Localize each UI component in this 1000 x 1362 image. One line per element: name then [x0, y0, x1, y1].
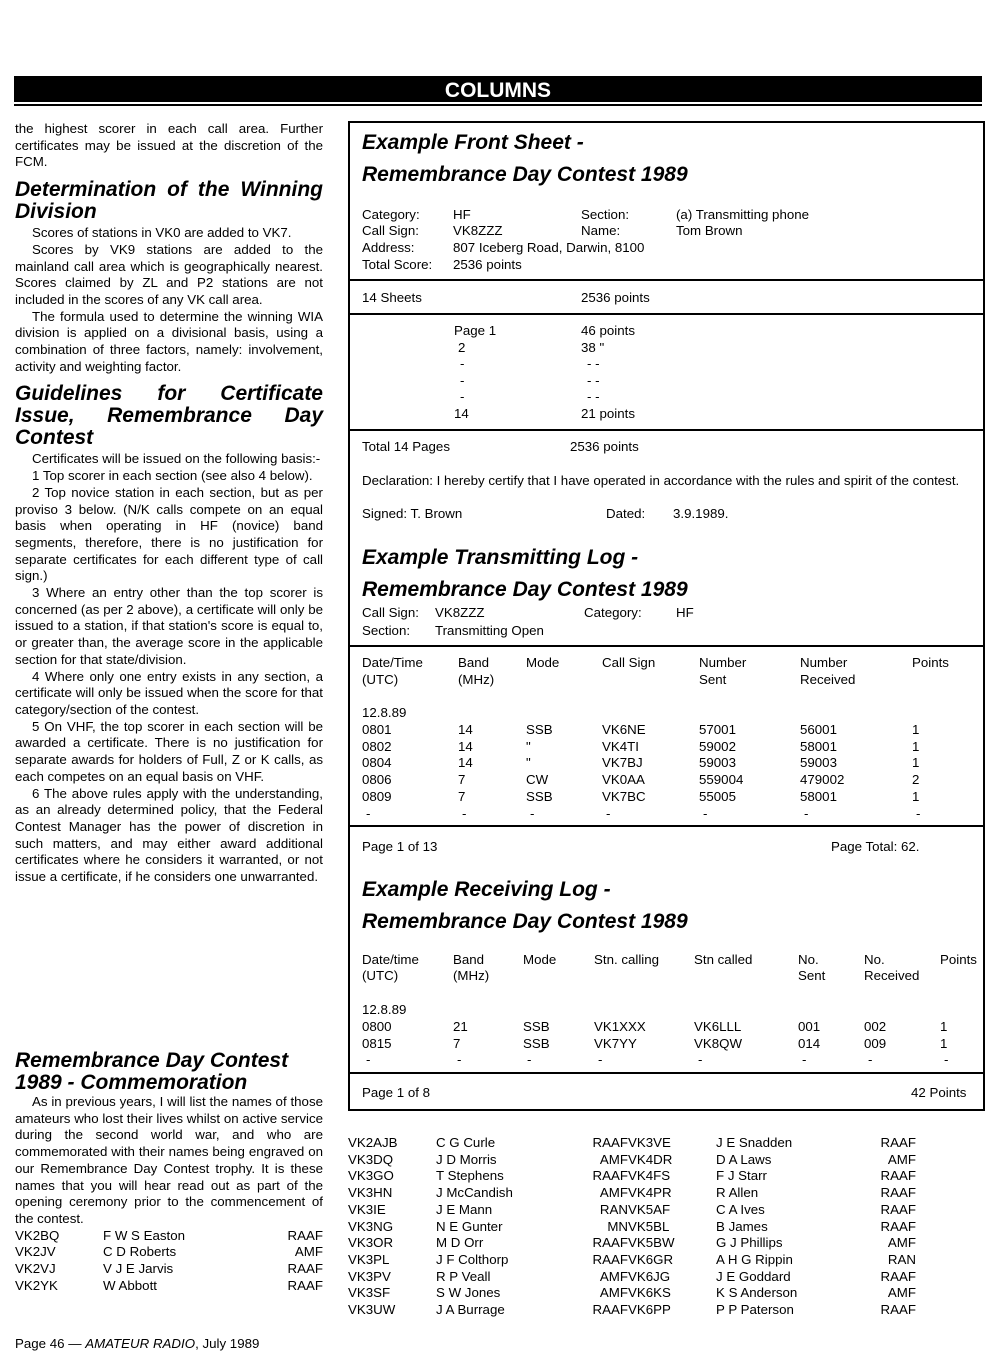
person-name: V J E Jarvis [103, 1261, 174, 1277]
table-cell: 7 [458, 788, 466, 804]
table-cell: VK7BJ [602, 755, 643, 771]
table-cell: 1 [912, 755, 920, 771]
person-name: R P Veall [436, 1268, 491, 1284]
paragraph: 3 Where an entry other than the top scorer is concerned (as per 2 above), a certificate will only be issued to a station, if that station's score is equal to, or greater than, the average score in the applicable section for that state/division. [15, 585, 323, 667]
paragraph: Scores of stations in VK0 are added to VK7. [32, 225, 292, 241]
table-cell: 2 [912, 772, 920, 788]
date-value: 3.9.1989. [673, 506, 729, 521]
total-points: 2536 points [570, 439, 639, 454]
table-cell: 14 [458, 738, 473, 754]
person-name: J F Colthorp [436, 1251, 509, 1267]
service: AMF [599, 1185, 628, 1201]
callsign: VK2YK [15, 1277, 58, 1293]
rx-page-total: 42 Points [911, 1085, 967, 1100]
table-cell: " [526, 755, 531, 771]
page-num: 14 [454, 406, 469, 421]
table-cell: - [698, 1052, 703, 1068]
table-cell: 59002 [699, 738, 736, 754]
person-name: T Stephens [436, 1168, 504, 1184]
service: AMF [887, 1151, 916, 1167]
table-cell: - [802, 1052, 807, 1068]
service: RAAF [880, 1218, 916, 1234]
service: RAAF [592, 1135, 628, 1150]
table-cell: 1 [912, 738, 920, 754]
person-name: F J Starr [716, 1168, 767, 1184]
page-num: - [460, 389, 465, 404]
label: Category: [584, 605, 642, 620]
declaration: Declaration: I hereby certify that I have operated in accordance with the rules and spirit of the contest. [362, 473, 960, 488]
tx-page: Page 1 of 13 [362, 839, 438, 854]
column-header: Band [458, 655, 490, 670]
service: RAN [887, 1251, 916, 1267]
divider [350, 279, 983, 281]
service: RAAF [287, 1261, 323, 1277]
column-header: Stn. calling [594, 952, 660, 967]
paragraph: Scores by VK9 stations are added to the mainland call area which is geographically nearest. Scores claimed by ZL and P2 stations are not included in the scores of any VK call area. [15, 241, 323, 307]
table-cell: " [526, 738, 531, 754]
examples-box [348, 121, 985, 1111]
paragraph: the highest scorer in each call area. Further certificates may be issued at the discretion of the FCM. [15, 121, 323, 170]
table-cell: VK4TI [602, 738, 639, 754]
table-cell: 7 [458, 772, 466, 788]
column-header: (UTC) [362, 968, 399, 983]
left-column [15, 121, 323, 886]
person-name: R Allen [716, 1185, 759, 1201]
table-cell: - [366, 1052, 371, 1068]
total-pages: Total 14 Pages [362, 439, 450, 454]
tx-log-title: Example Transmitting Log - [362, 546, 639, 569]
service: RAAF [592, 1168, 628, 1184]
person-name: M D Orr [436, 1235, 484, 1251]
page-points: 21 points [581, 406, 635, 421]
value: HF [676, 605, 694, 620]
column-header: No. [798, 952, 819, 967]
service: AMF [887, 1235, 916, 1251]
service: RAAF [880, 1302, 916, 1318]
callsign: VK2VJ [15, 1261, 56, 1277]
commemoration-section [15, 1050, 323, 1294]
column-header: Sent [798, 968, 826, 983]
section-banner: COLUMNS [14, 76, 982, 102]
label: Name: [581, 223, 621, 238]
heading-certificate-guidelines: Guidelines for Certificate Issue, Remembrance Day Contest [15, 382, 323, 450]
column-header: Call Sign [602, 655, 656, 670]
rx-log-title: Example Receiving Log - [362, 878, 611, 901]
person-name: F W S Easton [103, 1227, 186, 1243]
label: Section: [581, 207, 630, 222]
table-cell: 001 [798, 1019, 821, 1034]
sheets-points: 2536 points [581, 290, 650, 305]
service: RAAF [287, 1227, 323, 1243]
person-name: C A Ives [716, 1201, 765, 1217]
column-header: Received [864, 968, 920, 983]
page-points: 38 " [581, 340, 605, 355]
callsign: VK3OR [348, 1235, 394, 1251]
value: Tom Brown [676, 223, 743, 238]
service: RAAF [880, 1168, 916, 1184]
front-sheet-subtitle: Remembrance Day Contest 1989 [362, 163, 688, 186]
callsign: VK3PL [348, 1251, 390, 1267]
table-cell: - [703, 805, 708, 821]
page-points: - - [587, 356, 600, 371]
paragraph: 6 The above rules apply with the understanding, as an already determined policy, that the Federal Contest Manager has the power of discretion in such matters, and may either award additional certificates where he considers it warranted, or not issue a certificate, if he considers one unwarranted. [15, 785, 323, 885]
table-cell: - [366, 805, 371, 821]
page-num: 2 [458, 340, 466, 355]
table-cell: - [606, 805, 611, 821]
table-cell: - [868, 1052, 873, 1068]
front-sheet-title: Example Front Sheet - [362, 131, 584, 154]
person-name: K S Anderson [716, 1285, 798, 1301]
person-name: N E Gunter [436, 1218, 503, 1234]
table-cell: 014 [798, 1035, 821, 1051]
service: AMF [599, 1151, 628, 1167]
rx-page: Page 1 of 8 [362, 1085, 431, 1100]
callsign: VK5AF [628, 1201, 671, 1217]
paragraph: 4 Where only one entry exists in any section, a certificate will only be issued when the score for that category/section of the contest. [15, 668, 323, 717]
value: (a) Transmitting phone [676, 207, 810, 222]
person-name: J E Goddard [716, 1268, 791, 1284]
table-cell: 56001 [800, 722, 837, 737]
table-cell: 0801 [362, 722, 392, 737]
person-name: J A Burrage [436, 1302, 505, 1318]
column-header: Stn called [694, 952, 753, 967]
callsign: VK2AJB [348, 1135, 398, 1150]
column-header: (MHz) [458, 672, 495, 687]
table-cell: 0809 [362, 788, 392, 804]
table-cell: 57001 [699, 722, 736, 737]
page-points: - - [587, 389, 600, 404]
callsign: VK5BL [628, 1218, 670, 1234]
paragraph: As in previous years, I will list the names of those amateurs who lost their lives whilst on active service during the second world war, and who are commemorated with their names being engraved on our Remembrance Day Contest trophy. It is these names that you will hear read out as part of the opening ceremony prior to the commencement of the contest. [15, 1094, 323, 1226]
column-header: (UTC) [362, 672, 399, 687]
divider [350, 645, 983, 647]
person-name: G J Phillips [716, 1235, 783, 1251]
column-header: Mode [523, 952, 557, 967]
person-name: D A Laws [716, 1151, 772, 1167]
paragraph: 5 On VHF, the top scorer in each section will be awarded a certificate. There is no justification for separate awards for holders of Full, Z or K calls, as each competes on an equal basis on VHF. [15, 718, 323, 784]
table-cell: VK7BC [602, 788, 646, 804]
column-header: Points [940, 952, 977, 967]
person-name: B James [716, 1218, 768, 1234]
page-points: - - [587, 373, 600, 388]
table-cell: 0804 [362, 755, 392, 771]
person-name: J D Morris [436, 1151, 497, 1167]
person-name: A H G Rippin [716, 1251, 793, 1267]
value: 2536 points [453, 257, 522, 272]
table-cell: - [457, 1052, 462, 1068]
column-header: Band [453, 952, 485, 967]
value: 807 Iceberg Road, Darwin, 8100 [453, 240, 645, 255]
heading-commemoration: Remembrance Day Contest 1989 - Commemoration [15, 1049, 289, 1094]
paragraph: Certificates will be issued on the following basis:- [32, 451, 321, 467]
value: HF [453, 207, 471, 222]
label: Call Sign: [362, 605, 419, 620]
table-cell: VK6NE [602, 722, 646, 737]
callsign: VK3IE [348, 1201, 386, 1217]
table-cell: - [527, 1052, 532, 1068]
column-header: No. [864, 952, 885, 967]
callsign: VK4FS [628, 1168, 671, 1184]
person-name: J E Mann [436, 1201, 493, 1217]
callsign: VK3HN [348, 1185, 393, 1201]
table-cell: VK7YY [594, 1035, 637, 1051]
table-cell: SSB [523, 1035, 550, 1051]
table-cell: 1 [940, 1019, 948, 1034]
label: Total Score: [362, 257, 433, 272]
page-footer: Page 46 — AMATEUR RADIO, July 1989 [15, 1336, 260, 1351]
table-cell: SSB [526, 788, 553, 804]
divider [350, 825, 983, 827]
callsign: VK5BW [628, 1235, 675, 1251]
page-num: - [460, 356, 465, 371]
value: Transmitting Open [435, 623, 544, 638]
divider [350, 1072, 983, 1074]
column-header: Number [800, 655, 848, 670]
service: AMF [599, 1285, 628, 1301]
label: Category: [362, 207, 420, 222]
table-cell: 0815 [362, 1035, 392, 1051]
callsign: VK6PP [628, 1302, 671, 1318]
table-cell: 14 [458, 722, 473, 737]
person-name: S W Jones [436, 1285, 501, 1301]
table-cell: - [462, 805, 467, 821]
label: Dated: [606, 506, 646, 521]
sheets-count: 14 Sheets [362, 290, 422, 305]
names-list-left [15, 1228, 323, 1295]
service: RAAF [880, 1268, 916, 1284]
column-header: Points [912, 655, 949, 670]
table-cell: 1 [912, 722, 920, 737]
table-cell: SSB [523, 1019, 550, 1034]
table-cell: 58001 [800, 788, 837, 804]
value: VK8ZZZ [453, 223, 503, 238]
callsign: VK3NG [348, 1218, 394, 1234]
label: Section: [362, 623, 411, 638]
callsign: VK6KS [628, 1285, 671, 1301]
page-num: - [460, 373, 465, 388]
service: AMF [887, 1285, 916, 1301]
table-cell: 009 [864, 1035, 887, 1051]
callsign: VK4PR [628, 1185, 672, 1201]
table-cell: - [916, 805, 921, 821]
table-cell: CW [526, 772, 549, 788]
value: VK8ZZZ [435, 605, 485, 620]
service: RAAF [880, 1185, 916, 1201]
table-cell: 0802 [362, 738, 392, 754]
table-cell: 0806 [362, 772, 392, 788]
table-cell: 002 [864, 1019, 887, 1034]
page-points: 46 points [581, 323, 635, 338]
heading-winning-division: Determination of the Winning Division [15, 178, 323, 224]
log-date: 12.8.89 [362, 705, 407, 720]
table-cell: 55005 [699, 788, 736, 804]
person-name: C D Roberts [103, 1244, 177, 1260]
label: Address: [362, 240, 415, 255]
table-cell: 479002 [800, 772, 845, 788]
person-name: J McCandish [436, 1185, 513, 1201]
service: AMF [599, 1268, 628, 1284]
paragraph: The formula used to determine the winning WIA division is applied on a divisional basis, using a combination of three factors, namely: involvement, activity and weighting factor. [15, 308, 323, 374]
page-num: Page 1 [454, 323, 497, 338]
table-cell: 59003 [800, 755, 837, 771]
callsign: VK2BQ [15, 1227, 60, 1243]
person-name: W Abbott [103, 1277, 157, 1293]
table-cell: VK6LLL [694, 1019, 742, 1034]
service: RAAF [880, 1135, 916, 1150]
label: Call Sign: [362, 223, 419, 238]
service: RAAF [592, 1235, 628, 1251]
table-cell: 559004 [699, 772, 744, 788]
callsign: VK3SF [348, 1285, 391, 1301]
callsign: VK3DQ [348, 1151, 394, 1167]
table-cell: 14 [458, 755, 473, 771]
table-cell: - [530, 805, 535, 821]
paragraph: 2 Top novice station in each section, but as per proviso 3 below. (N/K calls compete on an equal basis when operating in HF (novice) band segments, therefore, there is no justification for separate certificates for each different type of call sign.) [15, 484, 323, 584]
callsign: VK3PV [348, 1268, 391, 1284]
table-cell: 0800 [362, 1019, 392, 1034]
column-header: Number [699, 655, 747, 670]
column-header: (MHz) [453, 968, 490, 983]
service: AMF [294, 1244, 323, 1260]
person-name: J E Snadden [716, 1135, 793, 1150]
table-cell: 1 [912, 788, 920, 804]
callsign: VK3GO [348, 1168, 394, 1184]
person-name: C G Curle [436, 1135, 496, 1150]
names-list-right [348, 1135, 916, 1319]
table-cell: - [944, 1052, 949, 1068]
service: RAAF [592, 1251, 628, 1267]
table-cell: VK1XXX [594, 1019, 646, 1034]
table-cell: 7 [453, 1035, 461, 1051]
callsign: VK6GR [628, 1251, 674, 1267]
service: RAAF [592, 1302, 628, 1318]
table-cell: - [804, 805, 809, 821]
paragraph: 1 Top scorer in each section (see also 4 below). [32, 468, 313, 484]
column-header: Sent [699, 672, 727, 687]
table-cell: 58001 [800, 738, 837, 754]
signed: Signed: T. Brown [362, 506, 463, 521]
callsign: VK3UW [348, 1302, 396, 1318]
banner-rule [14, 104, 982, 106]
table-cell: 59003 [699, 755, 736, 771]
table-cell: - [598, 1052, 603, 1068]
table-cell: 1 [940, 1035, 948, 1051]
callsign: VK2JV [15, 1244, 56, 1260]
callsign: VK6JG [628, 1268, 671, 1284]
table-cell: 21 [453, 1019, 468, 1034]
column-header: Mode [526, 655, 560, 670]
person-name: P P Paterson [716, 1302, 794, 1318]
log-date: 12.8.89 [362, 1002, 407, 1017]
divider [350, 313, 983, 315]
table-cell: VK0AA [602, 772, 645, 788]
divider [350, 429, 983, 431]
column-header: Date/time [362, 952, 419, 967]
callsign: VK3VE [628, 1135, 671, 1150]
column-header: Received [800, 672, 856, 687]
table-cell: VK8QW [694, 1035, 743, 1051]
table-cell: SSB [526, 722, 553, 737]
service: RAN [599, 1201, 628, 1217]
tx-page-total: Page Total: 62. [831, 839, 920, 854]
rx-log-subtitle: Remembrance Day Contest 1989 [362, 910, 688, 933]
tx-log-subtitle: Remembrance Day Contest 1989 [362, 578, 688, 601]
callsign: VK4DR [628, 1151, 673, 1167]
column-header: Date/Time [362, 655, 423, 670]
service: RAAF [880, 1201, 916, 1217]
service: RAAF [287, 1277, 323, 1293]
service: MN [607, 1218, 628, 1234]
